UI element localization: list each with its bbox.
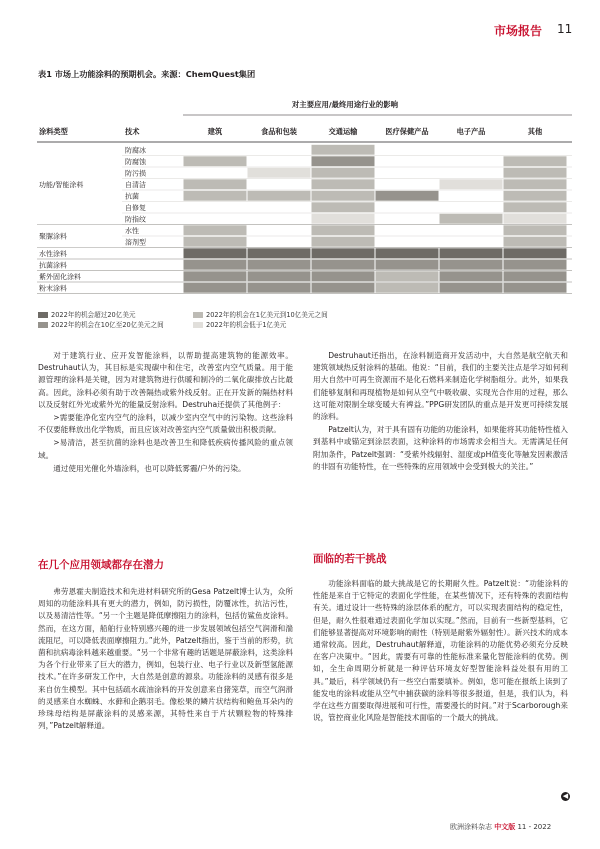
- heatmap-cell: [504, 145, 567, 155]
- heatmap-cell: [184, 225, 247, 235]
- heatmap-cell: [504, 179, 567, 189]
- heatmap-cell: [440, 283, 503, 293]
- paragraph: 对于建筑行业、应开发智能涂料，以帮助提高建筑物的能源效率。Destruhaut认为，其目标是实现碳中和住宅，改善室内空气质量。用于能源管理的涂料是关键，因为对建筑物进行供暖和制冷的二氧化碳排放占比最高。因此，涂料必须有助于改善隔热或紫外线反射。正在开发新的隔热材料以及反射红外光或紫外光的能量反射涂料。Destruha还提供了其他例子：: [38, 351, 293, 409]
- table-super-header: 对主要应用/最终用途行业的影响: [291, 100, 399, 109]
- paragraph: >需要能净化室内空气的涂料，以减少室内空气中的污染物。这些涂料不仅要能释放出化学物质，而且应该对改善室内空气质量做出积极贡献。: [38, 413, 293, 435]
- heatmap-cell: [312, 237, 375, 247]
- heatmap-cell: [376, 156, 439, 166]
- heatmap-cell: [184, 214, 247, 224]
- section-title: 市场报告: [494, 24, 543, 38]
- heatmap-cell: [184, 260, 247, 270]
- section-heading-potential: 在几个应用领域都存在潜力: [38, 559, 164, 571]
- industry-header: 电子产品: [456, 127, 486, 136]
- heatmap-cell: [376, 283, 439, 293]
- paragraph: Patzelt认为，对于具有固有功能的功能涂料，如果能将其功能特性植入到基料中或锚定到涂层表面，这种涂料的市场需求会相当大。无需满足任何附加条件，Patzelt强调：“受紫外线辐射、湿度或pH值变化等触发因素激活的非固有功能特性，在一些特殊的应用领域中会受到极大的关注。”: [313, 425, 568, 471]
- table-caption: 表1 市场上功能涂料的预期机会。来源：ChemQuest集团: [38, 69, 256, 79]
- heatmap-cell: [312, 283, 375, 293]
- heatmap-cell: [376, 225, 439, 235]
- heatmap-cell: [504, 202, 567, 212]
- heatmap-cell: [312, 202, 375, 212]
- section-heading-challenges: 面临的若干挑战: [313, 553, 387, 565]
- heatmap-cell: [248, 260, 311, 270]
- legend-label: 2022年的机会低于1亿美元: [206, 321, 287, 329]
- heatmap-cell: [440, 214, 503, 224]
- heatmap-cell: [312, 145, 375, 155]
- heatmap-cell: [504, 248, 567, 258]
- heatmap-cell: [376, 248, 439, 258]
- heatmap-cell: [312, 248, 375, 258]
- heatmap-cell: [184, 179, 247, 189]
- heatmap-cell: [184, 191, 247, 201]
- legend-label: 2022年的机会在10亿至20亿美元之间: [51, 321, 164, 329]
- heatmap-cell: [248, 156, 311, 166]
- legend-item: [193, 309, 328, 319]
- coating-type-label: 功能/智能涂料: [39, 180, 84, 189]
- heatmap-cell: [440, 237, 503, 247]
- edition-label: 中文版: [494, 823, 516, 831]
- heatmap-cell: [248, 145, 311, 155]
- heatmap-cell: [504, 283, 567, 293]
- heatmap-cell: [504, 191, 567, 201]
- legend-swatch: [193, 322, 203, 328]
- heatmap-cell: [312, 191, 375, 201]
- heatmap-cell: [440, 168, 503, 178]
- heatmap-cell: [248, 225, 311, 235]
- column-header-tech: 技术: [125, 127, 140, 136]
- heatmap-cell: [440, 271, 503, 281]
- column-header-type: 涂料类型: [39, 127, 68, 136]
- coating-type-label: 紫外固化涂料: [39, 273, 81, 281]
- coating-type-label: 粉末涂料: [39, 284, 67, 293]
- heatmap-cell: [504, 260, 567, 270]
- coating-type-label: 抗菌涂料: [39, 261, 67, 270]
- heatmap-cell: [376, 202, 439, 212]
- heatmap-cell: [248, 237, 311, 247]
- heatmap-cell: [376, 191, 439, 201]
- tech-label: 防指纹: [125, 215, 146, 224]
- legend-item: [38, 319, 164, 329]
- page-number: 11: [557, 22, 573, 36]
- heatmap-cell: [504, 168, 567, 178]
- heatmap-cell: [248, 283, 311, 293]
- paragraph: >易清洁，甚至抗菌的涂料也是改善卫生和降低疾病传播风险的重点领域。: [38, 438, 293, 460]
- heatmap-cell: [504, 237, 567, 247]
- industry-header: 其他: [527, 127, 543, 136]
- industry-header: 医疗保健产品: [385, 127, 429, 136]
- tech-label: 防污损: [125, 169, 146, 178]
- coating-type-label: 水性涂料: [39, 250, 67, 258]
- article-column-right: [313, 350, 568, 474]
- legend-swatch: [38, 322, 48, 328]
- heatmap-cell: [440, 225, 503, 235]
- industry-header: 建筑: [207, 127, 223, 136]
- heatmap-cell: [184, 156, 247, 166]
- heatmap-cell: [312, 156, 375, 166]
- heatmap-cell: [184, 145, 247, 155]
- heatmap-cell: [440, 191, 503, 201]
- legend-item: [193, 319, 286, 329]
- heatmap-cell: [376, 271, 439, 281]
- heatmap-cell: [440, 202, 503, 212]
- heatmap-cell: [248, 168, 311, 178]
- heatmap-cell: [440, 179, 503, 189]
- tech-label: 防腐蚀: [125, 158, 146, 166]
- legend-label: 2022年的机会超过20亿美元: [51, 311, 136, 319]
- heatmap-cell: [184, 283, 247, 293]
- heatmap-cell: [376, 145, 439, 155]
- legend-swatch: [193, 312, 203, 318]
- opportunity-table: [37, 90, 572, 305]
- tech-label: 水性: [125, 227, 139, 235]
- heatmap-cell: [312, 179, 375, 189]
- heatmap-cell: [312, 271, 375, 281]
- journal-name: 欧洲涂料杂志: [450, 823, 492, 831]
- heatmap-cell: [376, 260, 439, 270]
- legend-label: 2022年的机会在1亿美元到10亿美元之间: [206, 311, 328, 319]
- heatmap-cell: [184, 237, 247, 247]
- paragraph: Destruhaut还指出，在涂料制造商开发活动中，大自然是航空航天和建筑领域热反射涂料的基础。他说：“目前，我们的主要关注点是学习如何利用大自然中可再生资源而不是化石燃料来制造化学树脂组分。此外，如果我们能够复制和再现植物是如何从空气中吸收碳、实现光合作用的过程，那么这可能对限制全球变暖大有裨益。”PPG研发团队的重点是开发更可持续发展的涂料。: [313, 351, 568, 422]
- heatmap-cell: [504, 156, 567, 166]
- tech-label: 自清洁: [125, 181, 146, 189]
- heatmap-cell: [376, 214, 439, 224]
- heatmap-cell: [184, 202, 247, 212]
- heatmap-cell: [440, 145, 503, 155]
- heatmap-cell: [248, 214, 311, 224]
- heatmap-cell: [440, 248, 503, 258]
- paragraph: 通过使用光催化外墙涂料，也可以降低雾霾/户外的污染。: [53, 463, 246, 473]
- issue-label: 11 - 2022: [517, 823, 552, 831]
- heatmap-cell: [184, 168, 247, 178]
- heatmap-cell: [184, 271, 247, 281]
- industry-header: 食品和包装: [261, 127, 297, 136]
- heatmap-cell: [440, 156, 503, 166]
- legend-swatch: [38, 312, 48, 318]
- article-column-left-lower: [38, 586, 293, 733]
- continue-arrow-icon: ◀: [562, 792, 569, 800]
- heatmap-cell: [248, 202, 311, 212]
- paragraph: 功能涂料面临的最大挑战是它的长期耐久性。Patzelt说：“功能涂料的性能是来自于它特定的表面化学性能，在某些情况下，还有特殊的表面结构有关。通过设计一些特殊的涂层体系的配方，可以实现表面结构的稳定性，但是，耐久性很难通过表面化学加以实现。”然而，目前有一些新型基料，它们能够显著提高对环境影响的耐性（特别是耐紫外辐射性）。新兴技术的成本通常较高。因此，Destruhaut解释道，功能涂料的功能优势必须充分反映在客户决策中。“因此，需要有可靠的性能标准来量化智能涂料的优势。例如，全生命周期分析就是一种评估环境友好型智能涂料益处很有用的工具。”最后，科学领域仍有一些空白需要填补。例如，您可能在报纸上读到了能发电的涂料或能从空气中捕获碳的涂料等很多报道，但是，我们认为，科学在这些方面要取得进展和可行性，需要漫长的时间。”对于Scarborough来说，管控商业化风险是智能技术面临的一个最大的挑战。: [313, 579, 568, 723]
- article-column-right-lower: [313, 578, 568, 725]
- coating-type-label: 聚脲涂料: [39, 232, 67, 241]
- tech-label: 抗菌: [125, 192, 139, 201]
- paragraph: 弗劳恩霍夫制造技术和先进材料研究所的Gesa Patzelt博士认为，众所周知的功能涂料具有更大的潜力，例如，防污损性，防覆冰性，抗沾污性，以及易清洁性等。“另一个主题是降低摩擦阻力的涂料，包括仿鲨鱼皮涂料。然而，在这方面，船舶行业特别感兴趣的进一步发展领域包括空气润滑和湍流阻尼，可以降低表面摩擦阻力。”此外，Patzelt指出，鉴于当前的形势，抗菌和抗病毒涂料越来越重要。“另一个非常有趣的话题是屏蔽涂料，这类涂料为各个行业带来了巨大的潜力，例如，包装行业、电子行业以及新型氢能源技术。”在许多研发工作中，大自然是创意的源泉。功能涂料的灵感有很多是来自仿生模型。其中包括疏水疏油涂料的开发创意来自猪笼草，而空气润滑的灵感来自水蜘蛛、水藓和企鹅羽毛。像松果的鳞片状结构和鲍鱼耳朵内的珍珠母结构是屏蔽涂料的灵感来源，其特性来自于片状颗粒物的特殊排列，”Patzelt解释道。: [38, 587, 293, 731]
- heatmap-cell: [248, 271, 311, 281]
- page-footer: [450, 822, 551, 832]
- heatmap-cell: [376, 237, 439, 247]
- tech-label: 自修复: [125, 204, 146, 212]
- legend-item: [38, 309, 136, 319]
- heatmap-cell: [376, 168, 439, 178]
- heatmap-cell: [248, 191, 311, 201]
- heatmap-cell: [312, 214, 375, 224]
- heatmap-cell: [248, 179, 311, 189]
- heatmap-cell: [504, 225, 567, 235]
- heatmap-cell: [184, 248, 247, 258]
- heatmap-cell: [504, 214, 567, 224]
- heatmap-cell: [504, 271, 567, 281]
- heatmap-cell: [248, 248, 311, 258]
- heatmap-cell: [376, 179, 439, 189]
- article-column-left: [38, 350, 293, 476]
- industry-header: 交通运输: [328, 127, 358, 136]
- heatmap-cell: [312, 168, 375, 178]
- heatmap-cell: [312, 260, 375, 270]
- heatmap-cell: [312, 225, 375, 235]
- heatmap-cell: [440, 260, 503, 270]
- tech-label: 防腐冰: [125, 146, 146, 155]
- tech-label: 溶剂型: [125, 238, 146, 247]
